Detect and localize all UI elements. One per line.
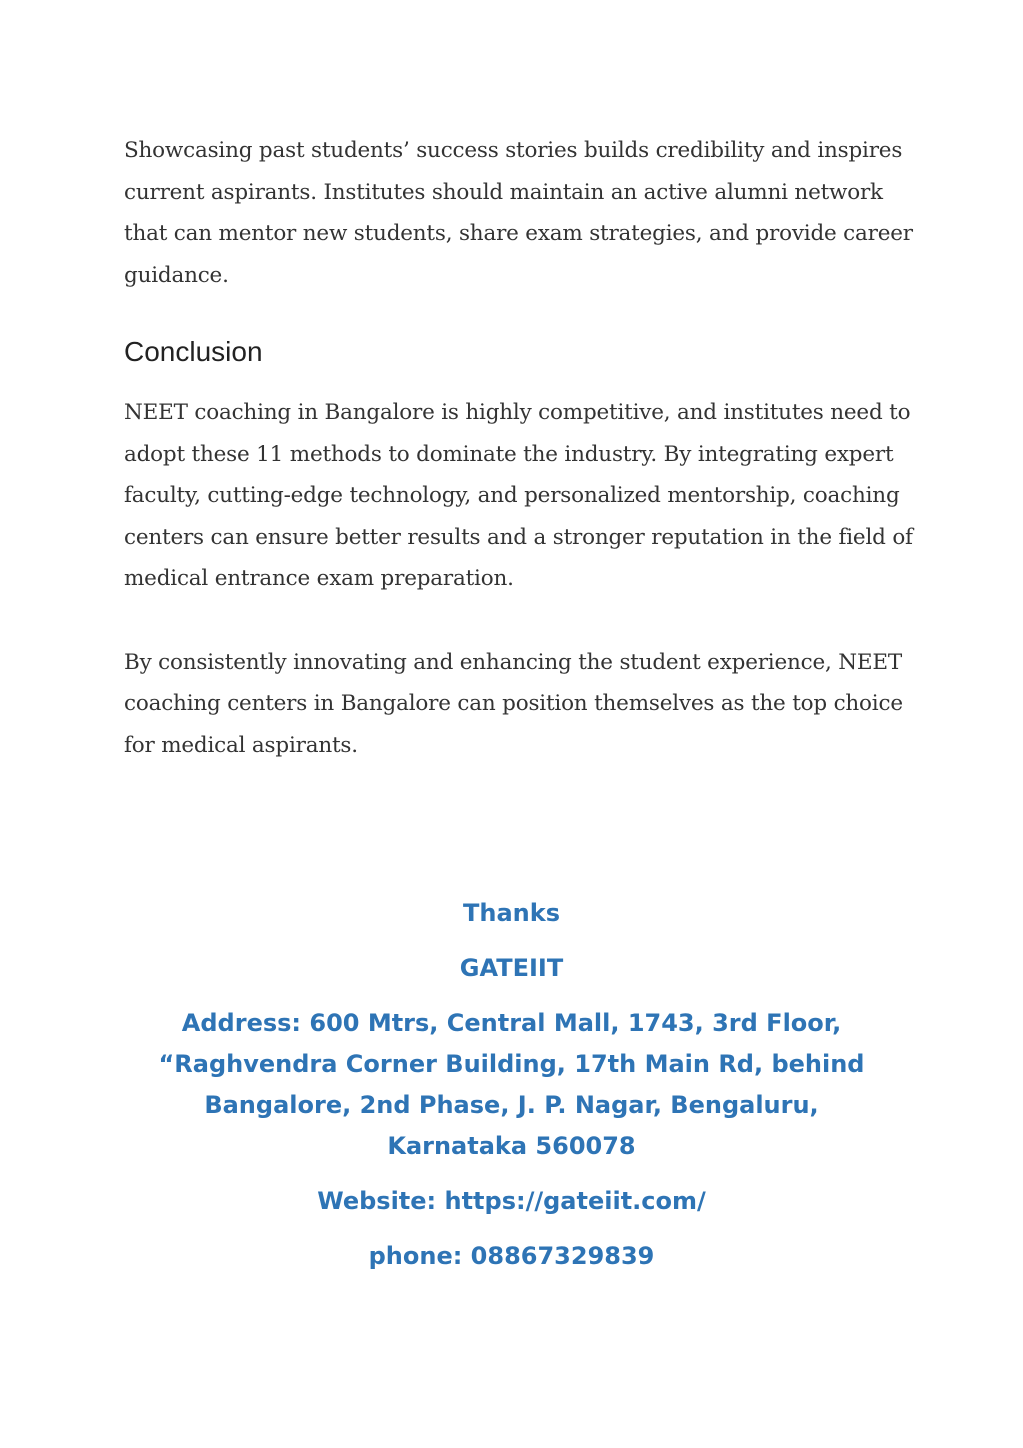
website-link[interactable]: Website: https://gateiit.com/ [317,1187,706,1215]
contact-footer [0,893,1023,1277]
conclusion-heading: Conclusion [124,336,263,367]
conclusion-paragraph-2: By consistently innovating and enhancing the student experience, NEET coaching centers in Bangalore can position themselves as the top choice for medical aspirants. [124,649,903,758]
conclusion-paragraph-1: NEET coaching in Bangalore is highly competitive, and institutes need to adopt these 11 methods to dominate the industry. By integrating expert faculty, cutting-edge technology, and personalized mentorship, coaching centers can ensure better results and a stronger reputation in the field of medical entrance exam preparation. [124,400,913,591]
company-name: GATEIIT [459,954,564,982]
document-body [124,130,914,766]
phone-number: phone: 08867329839 [368,1242,655,1270]
alumni-paragraph: Showcasing past students’ success stories builds credibility and inspires current aspirants. Institutes should maintain an active alumni network that can mentor new students, share exam strategies, and provide career guidance. [124,138,913,288]
thanks-text: Thanks [463,899,560,927]
address-text: Address: 600 Mtrs, Central Mall, 1743, 3rd Floor, “Raghvendra Corner Building, 17th Main Rd, behind Bangalore, 2nd Phase, J. P. Nagar, Bengaluru, Karnataka 560078 [158,1009,865,1160]
